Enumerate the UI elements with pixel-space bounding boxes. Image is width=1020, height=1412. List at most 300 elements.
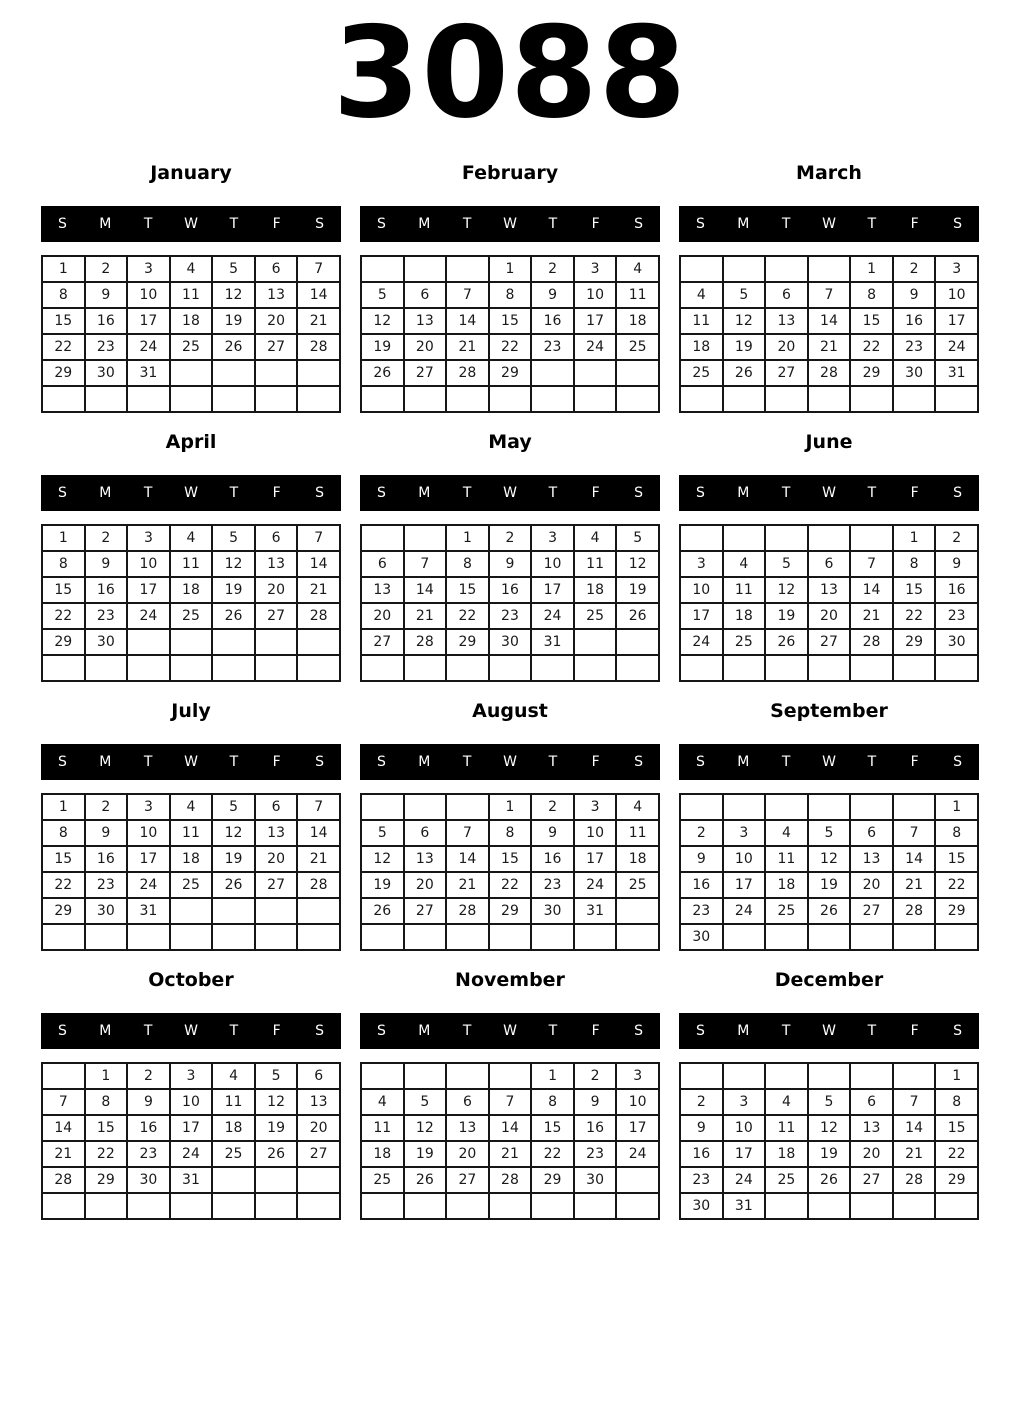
week-row <box>42 386 340 412</box>
week-row <box>361 1089 659 1115</box>
day-cell: 6 <box>850 1089 893 1115</box>
weekday-label: T <box>781 1023 791 1039</box>
day-cell: 2 <box>85 794 128 820</box>
month-grid <box>41 524 341 682</box>
day-cell: 2 <box>574 1063 617 1089</box>
day-cell: 30 <box>85 898 128 924</box>
day-cell: 5 <box>212 794 255 820</box>
weekday-label: M <box>99 754 112 770</box>
day-cell: 17 <box>616 1115 659 1141</box>
day-cell: 9 <box>531 282 574 308</box>
weekday-label: W <box>822 216 836 232</box>
weekday-label: W <box>184 754 198 770</box>
day-cell: 23 <box>85 872 128 898</box>
day-cell: 20 <box>297 1115 340 1141</box>
day-cell: 27 <box>404 898 447 924</box>
week-row <box>361 1167 659 1193</box>
day-cell: 19 <box>765 603 808 629</box>
weekday-label: S <box>695 754 705 770</box>
day-cell: 11 <box>723 577 766 603</box>
day-cell <box>404 1193 447 1219</box>
day-cell <box>935 655 978 681</box>
day-cell: 17 <box>723 1141 766 1167</box>
day-cell: 22 <box>42 334 85 360</box>
day-cell: 10 <box>531 551 574 577</box>
year-title: 3088 <box>332 0 688 146</box>
month-title: August <box>472 700 548 722</box>
day-cell: 11 <box>212 1089 255 1115</box>
day-cell <box>616 655 659 681</box>
day-cell <box>170 360 213 386</box>
day-cell <box>765 1063 808 1089</box>
weekday-label: S <box>376 1023 386 1039</box>
day-cell: 21 <box>808 334 851 360</box>
day-cell <box>212 360 255 386</box>
day-cell: 29 <box>850 360 893 386</box>
day-cell: 1 <box>446 525 489 551</box>
week-row <box>680 820 978 846</box>
week-row <box>42 334 340 360</box>
day-cell: 24 <box>935 334 978 360</box>
day-cell <box>893 655 936 681</box>
day-cell <box>531 1193 574 1219</box>
day-cell: 28 <box>850 629 893 655</box>
day-cell: 17 <box>127 308 170 334</box>
day-cell: 11 <box>680 308 723 334</box>
day-cell: 13 <box>850 846 893 872</box>
day-cell: 15 <box>935 1115 978 1141</box>
weekday-label: F <box>591 1023 600 1039</box>
month-title: January <box>150 162 232 184</box>
day-cell <box>808 924 851 950</box>
day-cell: 8 <box>531 1089 574 1115</box>
day-cell <box>574 1193 617 1219</box>
day-cell <box>297 924 340 950</box>
day-cell <box>574 386 617 412</box>
day-cell: 28 <box>404 629 447 655</box>
day-cell: 2 <box>680 1089 723 1115</box>
day-cell <box>850 525 893 551</box>
weekday-label: T <box>867 1023 877 1039</box>
day-cell: 29 <box>42 898 85 924</box>
week-row <box>361 360 659 386</box>
day-cell: 3 <box>723 1089 766 1115</box>
day-cell: 4 <box>170 256 213 282</box>
day-cell: 8 <box>42 551 85 577</box>
week-row <box>680 629 978 655</box>
month-october <box>41 969 341 1220</box>
weekday-label: M <box>99 216 112 232</box>
day-cell: 15 <box>489 308 532 334</box>
day-cell <box>255 924 298 950</box>
week-row <box>680 1141 978 1167</box>
week-row <box>680 655 978 681</box>
day-cell <box>616 386 659 412</box>
day-cell: 22 <box>42 603 85 629</box>
weekday-label: S <box>953 1023 963 1039</box>
weekday-label: W <box>822 754 836 770</box>
day-cell <box>680 386 723 412</box>
day-cell: 9 <box>680 846 723 872</box>
day-cell: 26 <box>212 872 255 898</box>
weekday-label: S <box>315 1023 325 1039</box>
day-cell: 20 <box>850 1141 893 1167</box>
month-grid <box>679 1062 979 1220</box>
day-cell: 28 <box>42 1167 85 1193</box>
day-cell <box>765 1193 808 1219</box>
week-row <box>42 360 340 386</box>
day-cell: 4 <box>616 794 659 820</box>
day-cell <box>574 360 617 386</box>
day-cell: 22 <box>850 334 893 360</box>
day-cell: 2 <box>531 256 574 282</box>
day-cell: 31 <box>935 360 978 386</box>
day-cell <box>361 525 404 551</box>
day-cell: 29 <box>531 1167 574 1193</box>
weekday-label: T <box>462 1023 472 1039</box>
day-cell: 6 <box>404 820 447 846</box>
day-cell: 24 <box>723 898 766 924</box>
day-cell: 20 <box>255 846 298 872</box>
day-cell: 19 <box>212 308 255 334</box>
weekday-label: F <box>910 1023 919 1039</box>
day-cell: 17 <box>127 846 170 872</box>
day-cell <box>850 1063 893 1089</box>
weekday-label: T <box>143 485 153 501</box>
day-cell: 26 <box>212 603 255 629</box>
day-cell: 29 <box>935 898 978 924</box>
week-row <box>680 360 978 386</box>
day-cell: 5 <box>808 820 851 846</box>
weekday-label: S <box>953 485 963 501</box>
day-cell <box>361 256 404 282</box>
day-cell: 9 <box>85 820 128 846</box>
week-row <box>42 551 340 577</box>
day-cell: 1 <box>935 1063 978 1089</box>
day-cell: 9 <box>489 551 532 577</box>
day-cell: 5 <box>361 820 404 846</box>
weekday-label: T <box>781 754 791 770</box>
day-cell: 12 <box>212 551 255 577</box>
day-cell <box>42 924 85 950</box>
weekday-label: S <box>953 216 963 232</box>
day-cell: 28 <box>489 1167 532 1193</box>
month-title: December <box>774 969 884 991</box>
day-cell: 23 <box>531 872 574 898</box>
day-cell <box>489 924 532 950</box>
day-cell: 9 <box>85 282 128 308</box>
day-cell: 24 <box>127 334 170 360</box>
day-cell: 2 <box>85 256 128 282</box>
day-cell: 18 <box>574 577 617 603</box>
day-cell <box>531 386 574 412</box>
weekday-label: F <box>591 216 600 232</box>
weekday-header-row <box>41 1013 341 1049</box>
day-cell: 25 <box>170 872 213 898</box>
day-cell: 2 <box>935 525 978 551</box>
day-cell: 25 <box>212 1141 255 1167</box>
day-cell: 16 <box>85 577 128 603</box>
weekday-label: S <box>634 216 644 232</box>
day-cell: 18 <box>212 1115 255 1141</box>
day-cell: 31 <box>170 1167 213 1193</box>
day-cell: 28 <box>297 334 340 360</box>
day-cell: 16 <box>574 1115 617 1141</box>
month-february <box>360 162 660 413</box>
day-cell: 18 <box>361 1141 404 1167</box>
week-row <box>361 308 659 334</box>
day-cell <box>850 924 893 950</box>
day-cell <box>404 525 447 551</box>
week-row <box>42 820 340 846</box>
day-cell: 13 <box>808 577 851 603</box>
week-row <box>361 898 659 924</box>
day-cell <box>212 898 255 924</box>
weekday-label: T <box>548 485 558 501</box>
weekday-label: S <box>57 485 67 501</box>
month-grid <box>41 1062 341 1220</box>
day-cell: 26 <box>361 360 404 386</box>
day-cell: 25 <box>616 872 659 898</box>
day-cell: 23 <box>574 1141 617 1167</box>
weekday-header-row <box>679 744 979 780</box>
day-cell: 7 <box>808 282 851 308</box>
day-cell: 2 <box>893 256 936 282</box>
week-row <box>361 525 659 551</box>
day-cell: 3 <box>127 794 170 820</box>
day-cell: 12 <box>212 282 255 308</box>
week-row <box>361 603 659 629</box>
day-cell: 20 <box>765 334 808 360</box>
week-row <box>680 308 978 334</box>
day-cell <box>255 386 298 412</box>
day-cell: 18 <box>765 1141 808 1167</box>
weekday-label: F <box>272 754 281 770</box>
day-cell <box>85 386 128 412</box>
day-cell: 10 <box>723 846 766 872</box>
day-cell <box>616 629 659 655</box>
weekday-label: W <box>503 485 517 501</box>
day-cell: 18 <box>170 577 213 603</box>
weekday-label: M <box>737 485 750 501</box>
day-cell: 19 <box>723 334 766 360</box>
day-cell: 8 <box>42 282 85 308</box>
day-cell: 1 <box>85 1063 128 1089</box>
day-cell: 12 <box>808 846 851 872</box>
day-cell: 22 <box>489 872 532 898</box>
day-cell: 18 <box>680 334 723 360</box>
week-row <box>361 794 659 820</box>
weekday-label: T <box>781 485 791 501</box>
day-cell: 13 <box>446 1115 489 1141</box>
week-row <box>680 1193 978 1219</box>
weekday-label: M <box>418 754 431 770</box>
week-row <box>680 256 978 282</box>
day-cell: 16 <box>127 1115 170 1141</box>
weekday-label: F <box>272 1023 281 1039</box>
week-row <box>361 820 659 846</box>
day-cell: 24 <box>616 1141 659 1167</box>
weekday-label: T <box>229 754 239 770</box>
day-cell <box>85 1193 128 1219</box>
day-cell: 1 <box>935 794 978 820</box>
month-grid <box>679 524 979 682</box>
day-cell: 6 <box>255 256 298 282</box>
day-cell: 15 <box>42 846 85 872</box>
week-row <box>42 794 340 820</box>
day-cell: 6 <box>255 525 298 551</box>
weekday-label: M <box>418 1023 431 1039</box>
day-cell <box>404 655 447 681</box>
day-cell: 24 <box>574 334 617 360</box>
day-cell <box>255 1193 298 1219</box>
day-cell: 1 <box>850 256 893 282</box>
day-cell <box>850 386 893 412</box>
day-cell: 15 <box>42 577 85 603</box>
day-cell: 15 <box>446 577 489 603</box>
day-cell: 27 <box>361 629 404 655</box>
day-cell <box>808 256 851 282</box>
day-cell <box>42 1193 85 1219</box>
day-cell <box>765 386 808 412</box>
day-cell: 21 <box>893 1141 936 1167</box>
day-cell: 22 <box>893 603 936 629</box>
day-cell <box>361 655 404 681</box>
weekday-label: T <box>143 1023 153 1039</box>
day-cell: 27 <box>765 360 808 386</box>
week-row <box>42 872 340 898</box>
weekday-label: T <box>867 754 877 770</box>
week-row <box>42 846 340 872</box>
day-cell: 29 <box>85 1167 128 1193</box>
day-cell: 7 <box>404 551 447 577</box>
month-may <box>360 431 660 682</box>
weekday-label: S <box>315 216 325 232</box>
week-row <box>680 282 978 308</box>
day-cell: 31 <box>574 898 617 924</box>
day-cell: 27 <box>297 1141 340 1167</box>
day-cell <box>808 1193 851 1219</box>
day-cell <box>255 360 298 386</box>
weekday-label: W <box>184 216 198 232</box>
day-cell: 7 <box>893 1089 936 1115</box>
month-december <box>679 969 979 1220</box>
week-row <box>42 1141 340 1167</box>
day-cell: 30 <box>85 629 128 655</box>
day-cell: 20 <box>404 334 447 360</box>
day-cell: 12 <box>808 1115 851 1141</box>
day-cell: 12 <box>723 308 766 334</box>
day-cell <box>42 1063 85 1089</box>
day-cell <box>489 1193 532 1219</box>
day-cell <box>616 898 659 924</box>
day-cell <box>361 924 404 950</box>
day-cell: 8 <box>42 820 85 846</box>
day-cell: 5 <box>765 551 808 577</box>
day-cell: 27 <box>404 360 447 386</box>
day-cell <box>893 1063 936 1089</box>
day-cell: 10 <box>574 282 617 308</box>
weekday-label: F <box>910 216 919 232</box>
day-cell <box>212 1167 255 1193</box>
day-cell: 3 <box>680 551 723 577</box>
day-cell: 7 <box>446 820 489 846</box>
week-row <box>42 308 340 334</box>
weekday-label: F <box>591 485 600 501</box>
day-cell <box>85 924 128 950</box>
day-cell: 9 <box>935 551 978 577</box>
day-cell <box>680 1063 723 1089</box>
day-cell: 4 <box>212 1063 255 1089</box>
day-cell: 16 <box>680 1141 723 1167</box>
day-cell: 10 <box>574 820 617 846</box>
weekday-label: S <box>315 485 325 501</box>
day-cell: 27 <box>850 898 893 924</box>
day-cell <box>255 898 298 924</box>
day-cell: 26 <box>404 1167 447 1193</box>
day-cell <box>446 1193 489 1219</box>
week-row <box>680 1167 978 1193</box>
day-cell: 10 <box>127 820 170 846</box>
day-cell <box>850 655 893 681</box>
day-cell <box>170 924 213 950</box>
day-cell: 16 <box>935 577 978 603</box>
day-cell: 30 <box>85 360 128 386</box>
weekday-label: W <box>503 754 517 770</box>
weekday-label: S <box>695 216 705 232</box>
day-cell: 24 <box>127 603 170 629</box>
day-cell <box>850 1193 893 1219</box>
day-cell: 22 <box>42 872 85 898</box>
week-row <box>680 872 978 898</box>
month-title: November <box>455 969 565 991</box>
week-row <box>680 794 978 820</box>
week-row <box>42 525 340 551</box>
day-cell: 29 <box>489 360 532 386</box>
day-cell <box>127 629 170 655</box>
day-cell: 21 <box>297 846 340 872</box>
day-cell: 3 <box>574 256 617 282</box>
week-row <box>42 1115 340 1141</box>
week-row <box>680 846 978 872</box>
day-cell: 31 <box>127 360 170 386</box>
day-cell <box>808 655 851 681</box>
day-cell: 17 <box>574 846 617 872</box>
weekday-label: M <box>737 754 750 770</box>
day-cell <box>404 256 447 282</box>
day-cell: 19 <box>212 577 255 603</box>
day-cell: 9 <box>680 1115 723 1141</box>
day-cell: 6 <box>361 551 404 577</box>
day-cell: 31 <box>531 629 574 655</box>
weekday-label: W <box>503 216 517 232</box>
day-cell <box>170 898 213 924</box>
day-cell <box>489 1063 532 1089</box>
weekday-label: M <box>737 216 750 232</box>
weekday-label: W <box>822 485 836 501</box>
day-cell: 10 <box>127 282 170 308</box>
day-cell: 4 <box>680 282 723 308</box>
day-cell <box>85 655 128 681</box>
day-cell <box>212 629 255 655</box>
day-cell <box>680 794 723 820</box>
day-cell: 12 <box>361 308 404 334</box>
weekday-header-row <box>360 744 660 780</box>
week-row <box>680 898 978 924</box>
day-cell <box>297 898 340 924</box>
day-cell: 19 <box>808 872 851 898</box>
day-cell <box>42 655 85 681</box>
